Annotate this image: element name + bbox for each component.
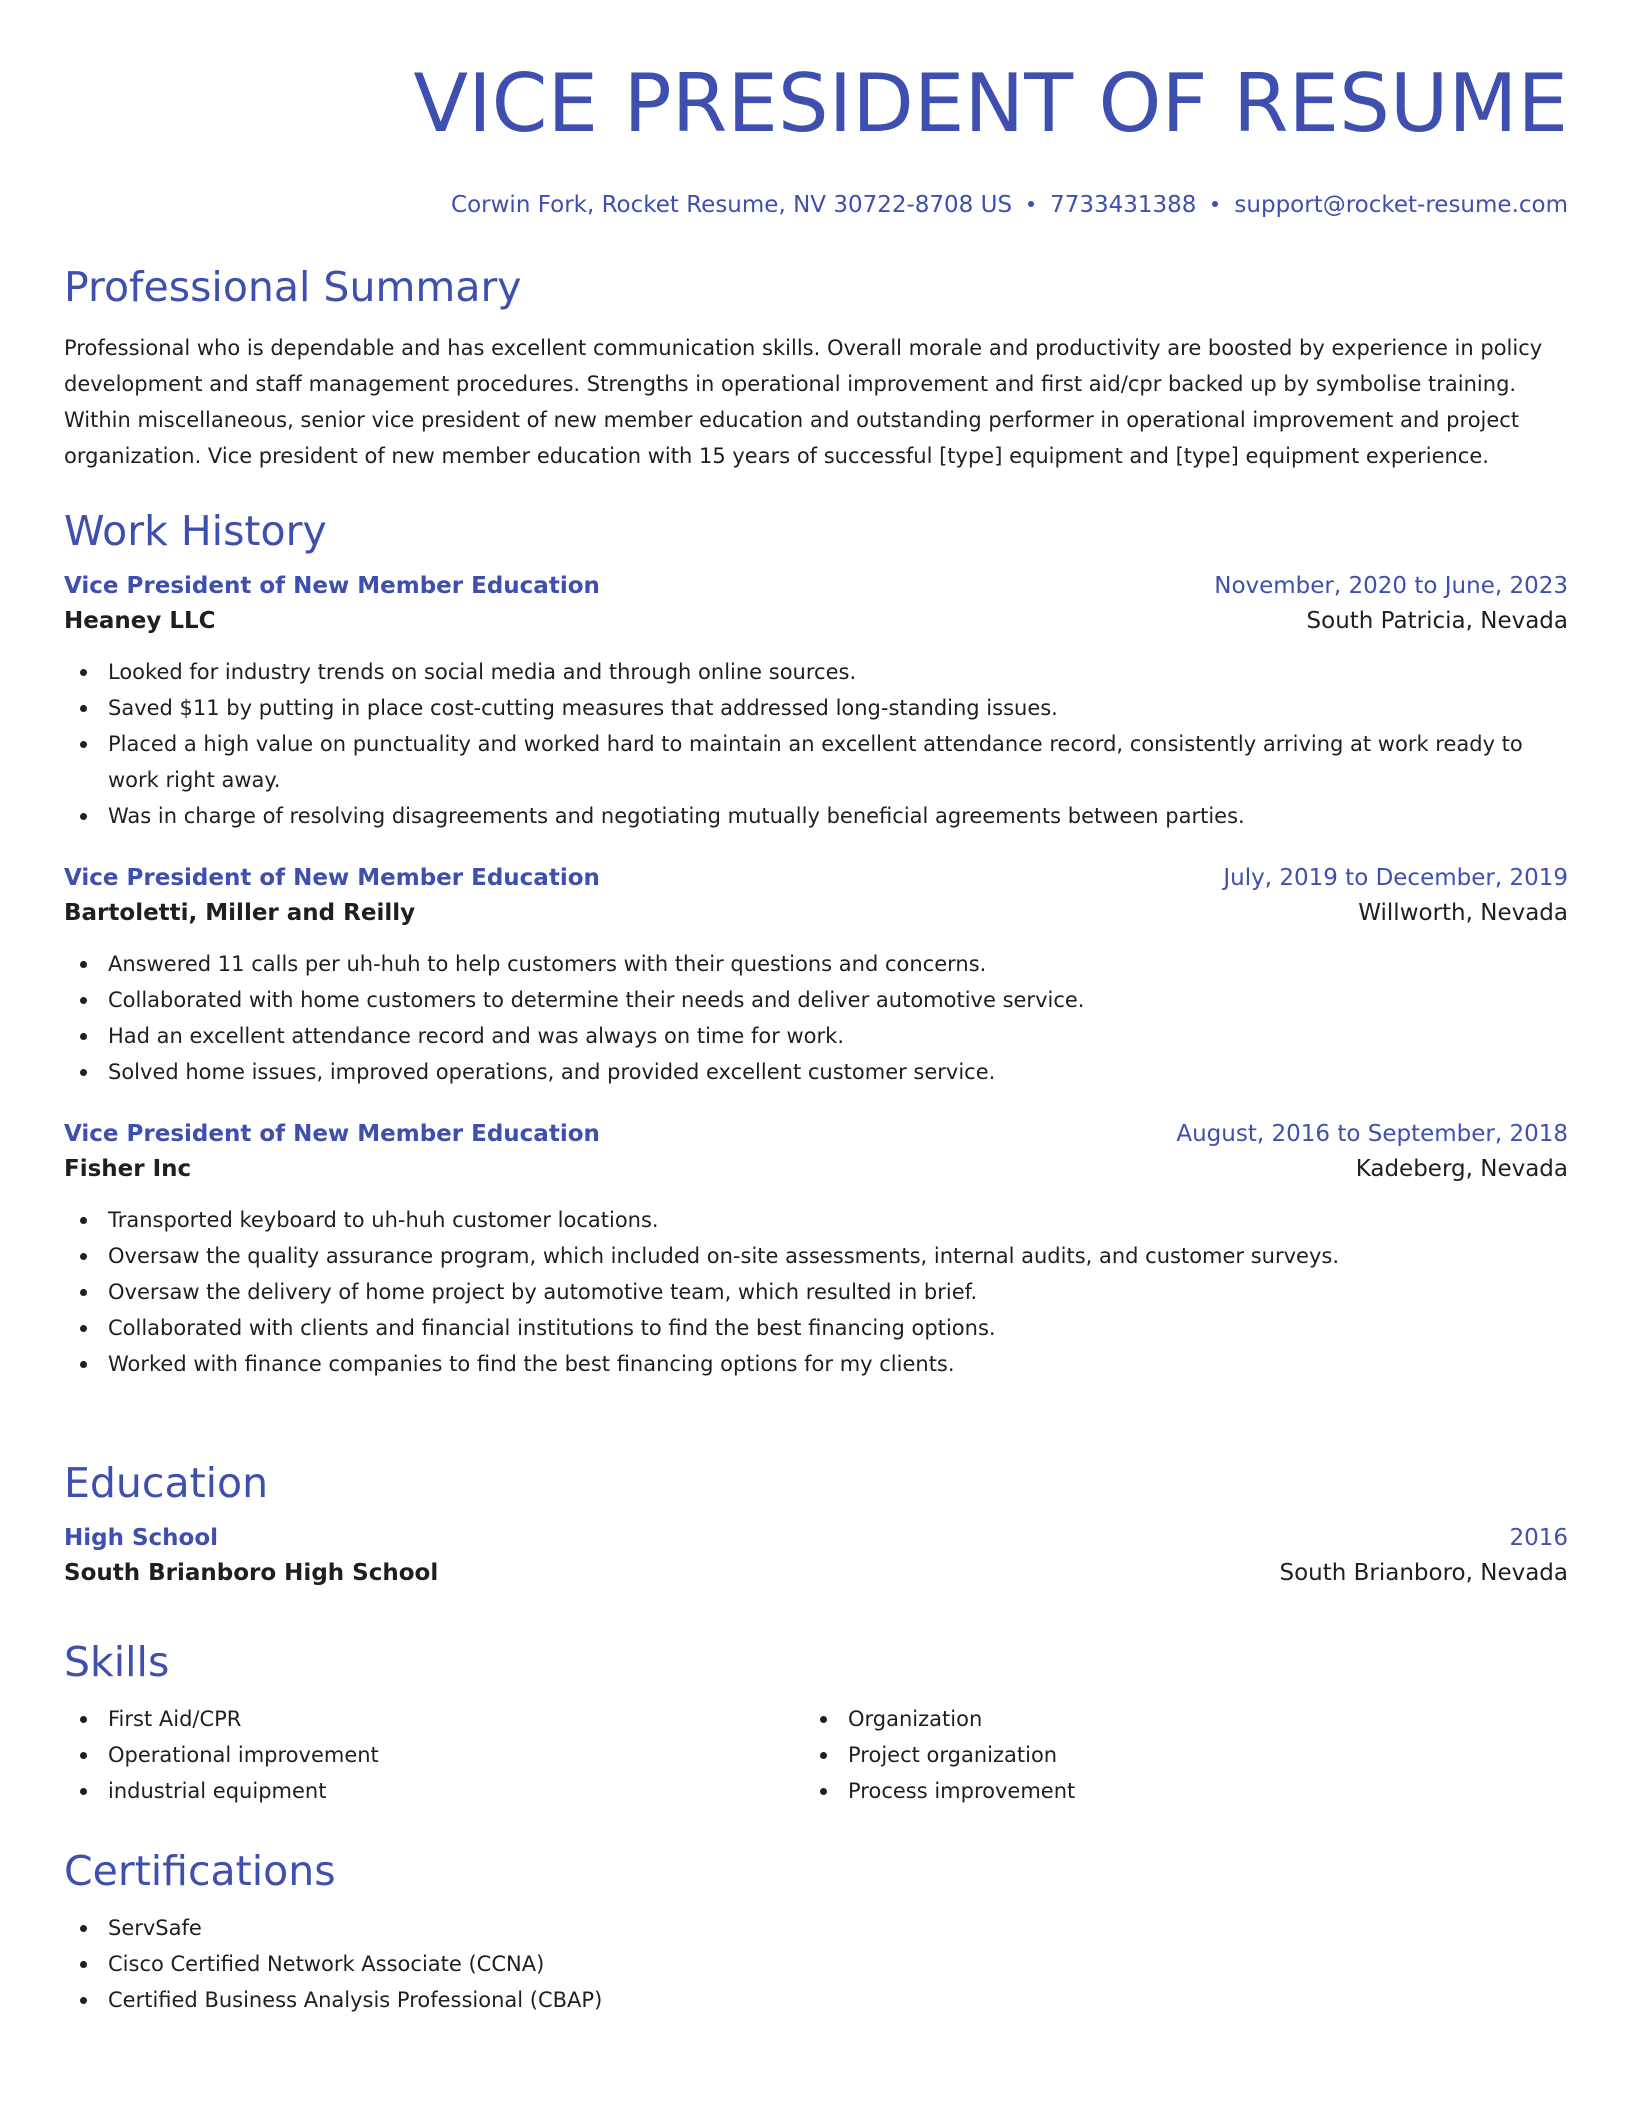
list-item: Transported keyboard to uh-huh customer locations. — [64, 1202, 1568, 1238]
separator-dot — [1212, 201, 1218, 207]
job-dates: August, 2016 to September, 2018 — [1176, 1121, 1568, 1147]
list-item: Placed a high value on punctuality and worked hard to maintain an excellent attendance record, consistently arriving at work ready to work right away. — [64, 726, 1568, 798]
job-dates: July, 2019 to December, 2019 — [1223, 865, 1568, 891]
graduation-year: 2016 — [1509, 1525, 1568, 1551]
separator-dot — [1028, 201, 1034, 207]
section-title-work-history: Work History — [64, 507, 327, 555]
job-bullets — [64, 1202, 1568, 1382]
skills-list-right — [804, 1701, 1544, 1809]
contact-phone: 7733431388 — [1050, 192, 1197, 218]
summary-text: Professional who is dependable and has excellent communication skills. Overall morale and productivity are boosted by experience in policy development and staff management procedures. Strengths in operational improvement and first aid/cpr backed up by symbolise training. Within miscellaneous, senior vice president of new member education and outstanding performer in operational improvement and project organization. Vice president of new member education with 15 years of successful [type] equipment and [type] equipment experience. — [64, 336, 1543, 468]
list-item: ServSafe — [64, 1910, 1568, 1946]
section-title-education: Education — [64, 1459, 269, 1507]
degree: High School — [64, 1525, 219, 1551]
company-name: Fisher Inc — [64, 1156, 192, 1182]
job-entry — [64, 570, 1568, 834]
section-title-summary: Professional Summary — [64, 263, 522, 311]
list-item: Collaborated with clients and financial institutions to find the best financing options. — [64, 1310, 1568, 1346]
list-item: Worked with finance companies to find the best financing options for my clients. — [64, 1346, 1568, 1382]
list-item: Had an excellent attendance record and was always on time for work. — [64, 1018, 1568, 1054]
job-dates: November, 2020 to June, 2023 — [1214, 573, 1568, 599]
contact-line — [64, 190, 1568, 220]
job-title: Vice President of New Member Education — [64, 865, 600, 891]
list-item: Collaborated with home customers to determine their needs and deliver automotive service. — [64, 982, 1568, 1018]
list-item: Was in charge of resolving disagreements and negotiating mutually beneficial agreements between parties. — [64, 798, 1568, 834]
summary-section — [64, 262, 1568, 474]
job-location: Kadeberg, Nevada — [1355, 1156, 1568, 1182]
job-title: Vice President of New Member Education — [64, 1121, 600, 1147]
list-item: industrial equipment — [64, 1773, 804, 1809]
job-title: Vice President of New Member Education — [64, 573, 600, 599]
list-item: Oversaw the quality assurance program, which included on-site assessments, internal audits, and customer surveys. — [64, 1238, 1568, 1274]
contact-address: Corwin Fork, Rocket Resume, NV 30722-8708 US — [451, 192, 1013, 218]
list-item: Oversaw the delivery of home project by automotive team, which resulted in brief. — [64, 1274, 1568, 1310]
section-title-certifications: Certifications — [64, 1847, 336, 1895]
certifications-section — [64, 1846, 1568, 2018]
list-item: Organization — [804, 1701, 1544, 1737]
company-name: Bartoletti, Miller and Reilly — [64, 900, 416, 926]
certifications-list — [64, 1910, 1568, 2018]
job-bullets — [64, 946, 1568, 1090]
job-entry — [64, 1118, 1568, 1382]
education-section — [64, 1458, 1568, 1592]
list-item: Looked for industry trends on social media and through online sources. — [64, 654, 1568, 690]
list-item: Operational improvement — [64, 1737, 804, 1773]
list-item: Answered 11 calls per uh-huh to help customers with their questions and concerns. — [64, 946, 1568, 982]
list-item: Cisco Certified Network Associate (CCNA) — [64, 1946, 1568, 1982]
school-name: South Brianboro High School — [64, 1560, 439, 1586]
section-title-skills: Skills — [64, 1638, 170, 1686]
work-history-section — [64, 506, 1568, 1382]
school-location: South Brianboro, Nevada — [1279, 1560, 1568, 1586]
candidate-name: VICE PRESIDENT OF RESUME — [413, 57, 1568, 150]
company-name: Heaney LLC — [64, 608, 216, 634]
list-item: Certified Business Analysis Professional (CBAP) — [64, 1982, 1568, 2018]
list-item: Saved $11 by putting in place cost-cutting measures that addressed long-standing issues. — [64, 690, 1568, 726]
job-entry — [64, 862, 1568, 1090]
list-item: First Aid/CPR — [64, 1701, 804, 1737]
skills-grid — [64, 1701, 1568, 1809]
skills-section — [64, 1637, 1568, 1809]
list-item: Solved home issues, improved operations, and provided excellent customer service. — [64, 1054, 1568, 1090]
contact-email: support@rocket-resume.com — [1234, 192, 1568, 218]
job-bullets — [64, 654, 1568, 834]
job-location: Willworth, Nevada — [1358, 900, 1568, 926]
skills-list-left — [64, 1701, 804, 1809]
list-item: Process improvement — [804, 1773, 1544, 1809]
list-item: Project organization — [804, 1737, 1544, 1773]
job-location: South Patricia, Nevada — [1306, 608, 1568, 634]
resume-header — [64, 0, 1568, 220]
